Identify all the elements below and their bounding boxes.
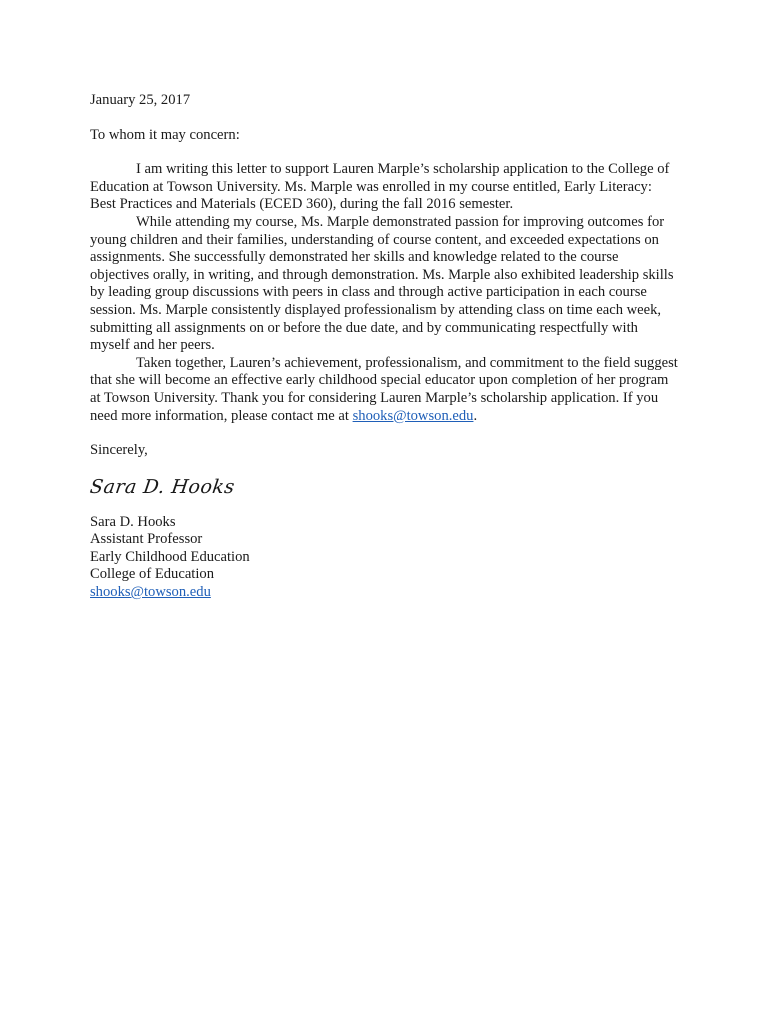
signer-name: Sara D. Hooks	[90, 513, 176, 530]
body-paragraph-3	[90, 355, 678, 425]
body-paragraph-1: I am writing this letter to support Lauren Marple’s scholarship application to the College of Education at Towson University. Ms. Marple was enrolled in my course entitled, Early Literacy: Best Practices and Materials (ECED 360), during the fall 2016 semester.	[90, 161, 670, 213]
letter-closing: Sincerely,	[90, 442, 148, 459]
handwritten-signature: Sara D. Hooks	[88, 475, 237, 498]
signer-department: Early Childhood Education	[90, 548, 250, 565]
body-paragraph-3-text: Taken together, Lauren’s achievement, professionalism, and commitment to the field suggest that she will become an effective early childhood special educator upon completion of her program at Towson University. Thank you for considering Lauren Marple’s scholarship application. If you need more information, please contact me at	[90, 354, 678, 424]
contact-email-link[interactable]: shooks@towson.edu	[352, 407, 474, 424]
letter-body	[90, 161, 678, 425]
signer-college: College of Education	[90, 566, 215, 583]
signer-title: Assistant Professor	[90, 531, 203, 548]
body-paragraph-3-end: .	[473, 407, 478, 424]
body-paragraph-2: While attending my course, Ms. Marple demonstrated passion for improving outcomes for young children and their families, understanding of course content, and exceeded expectations on assignments. She successfully demonstrated her skills and knowledge related to the course objectives orally, in writing, and through demonstration. Ms. Marple also exhibited leadership skills by leading group discussions with peers in class and through active participation in each course session. Ms. Marple consistently displayed professionalism by attending class on time each week, submitting all assignments on or before the due date, and by communicating respectfully with myself and her peers.	[90, 213, 674, 354]
signer-email-line	[90, 584, 678, 602]
signer-email-link[interactable]: shooks@towson.edu	[90, 584, 211, 601]
signature-block	[90, 514, 678, 602]
letter-date: January 25, 2017	[90, 92, 191, 108]
letter-greeting: To whom it may concern:	[90, 126, 240, 143]
letter-page	[90, 92, 678, 602]
